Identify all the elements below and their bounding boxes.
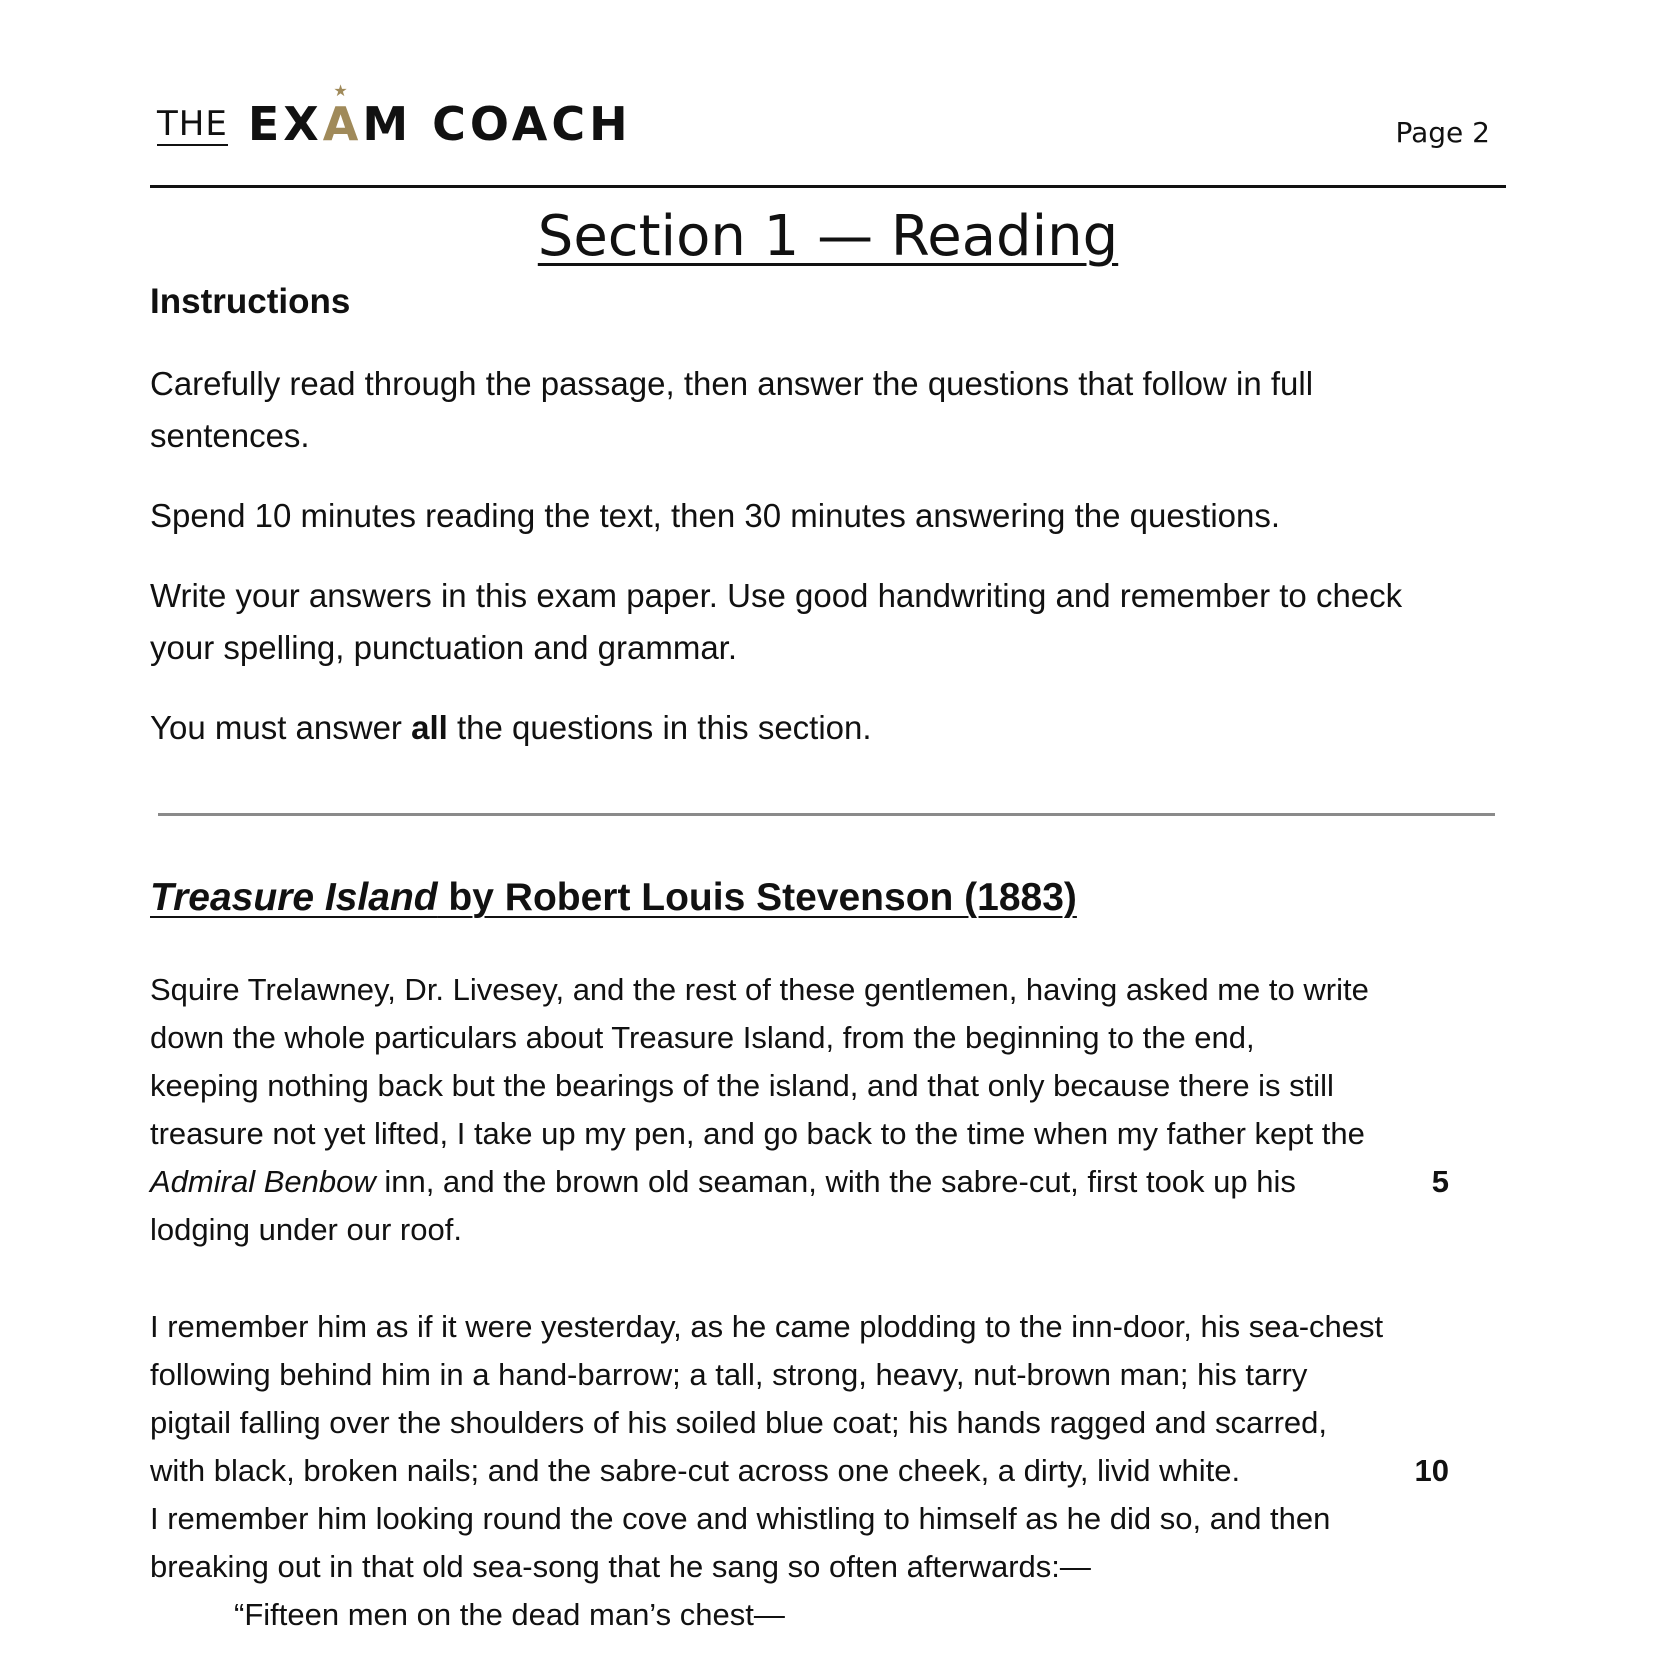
line-number-5: 5 bbox=[1431, 1164, 1449, 1199]
passage-line: with black, broken nails; and the sabre-cut across one cheek, a dirty, livid white. bbox=[150, 1453, 1241, 1488]
instruction-paragraph: Carefully read through the passage, then answer the questions that follow in full sentences. bbox=[150, 365, 1314, 454]
passage-line: I remember him as if it were yesterday, as he came plodding to the inn-door, his sea-chest bbox=[150, 1309, 1384, 1344]
passage-line: I remember him looking round the cove and whistling to himself as he did so, and then bbox=[150, 1501, 1331, 1536]
passage-line: pigtail falling over the shoulders of his soiled blue coat; his hands ragged and scarred, bbox=[150, 1405, 1328, 1440]
instruction-paragraph: Spend 10 minutes reading the text, then 30 minutes answering the questions. bbox=[150, 497, 1281, 534]
logo-accent-letter: ★ A bbox=[322, 81, 363, 151]
inn-name: Admiral Benbow bbox=[150, 1164, 376, 1199]
logo-the-text: THE bbox=[157, 104, 228, 144]
header-rule bbox=[150, 185, 1506, 188]
passage-line: lodging under our roof. bbox=[150, 1212, 462, 1247]
page-number: Page 2 bbox=[1395, 116, 1490, 149]
star-icon: ★ bbox=[333, 81, 352, 100]
passage-title: Treasure Island by Robert Louis Stevenson (1883) bbox=[150, 876, 1077, 919]
passage-line: Squire Trelawney, Dr. Livesey, and the rest of these gentlemen, having asked me to write bbox=[150, 972, 1369, 1007]
logo-main-pre: EX bbox=[247, 97, 323, 151]
passage-line: keeping nothing back but the bearings of the island, and that only because there is still bbox=[150, 1068, 1334, 1103]
passage-paragraph-2 bbox=[150, 1303, 1450, 1639]
passage-line: down the whole particulars about Treasure Island, from the beginning to the end, bbox=[150, 1020, 1255, 1055]
instruction-paragraph: You must answer all the questions in this section. bbox=[150, 709, 872, 746]
section-title: Section 1 — Reading bbox=[537, 204, 1119, 269]
emphasis-all: all bbox=[411, 709, 448, 746]
section-divider bbox=[158, 813, 1495, 816]
passage-line: breaking out in that old sea-song that he sang so often afterwards:— bbox=[150, 1549, 1091, 1584]
passage-line: treasure not yet lifted, I take up my pen, and go back to the time when my father kept the bbox=[150, 1116, 1365, 1151]
instruction-paragraph: Write your answers in this exam paper. Use good handwriting and remember to check your spelling, punctuation and grammar. bbox=[150, 577, 1403, 666]
passage-paragraph-1 bbox=[150, 966, 1450, 1254]
book-title: Treasure Island bbox=[150, 876, 438, 919]
exam-coach-logo bbox=[157, 81, 632, 151]
passage-line: Admiral Benbow inn, and the brown old seaman, with the sabre-cut, first took up his bbox=[150, 1164, 1296, 1199]
line-number-10: 10 bbox=[1414, 1453, 1449, 1488]
passage-line: following behind him in a hand-barrow; a tall, strong, heavy, nut-brown man; his tarry bbox=[150, 1357, 1308, 1392]
song-line: “Fifteen men on the dead man’s chest— bbox=[234, 1597, 785, 1632]
instructions-heading: Instructions bbox=[150, 282, 351, 321]
logo-main-post: M COACH bbox=[362, 97, 632, 151]
logo-main-text bbox=[247, 81, 632, 151]
